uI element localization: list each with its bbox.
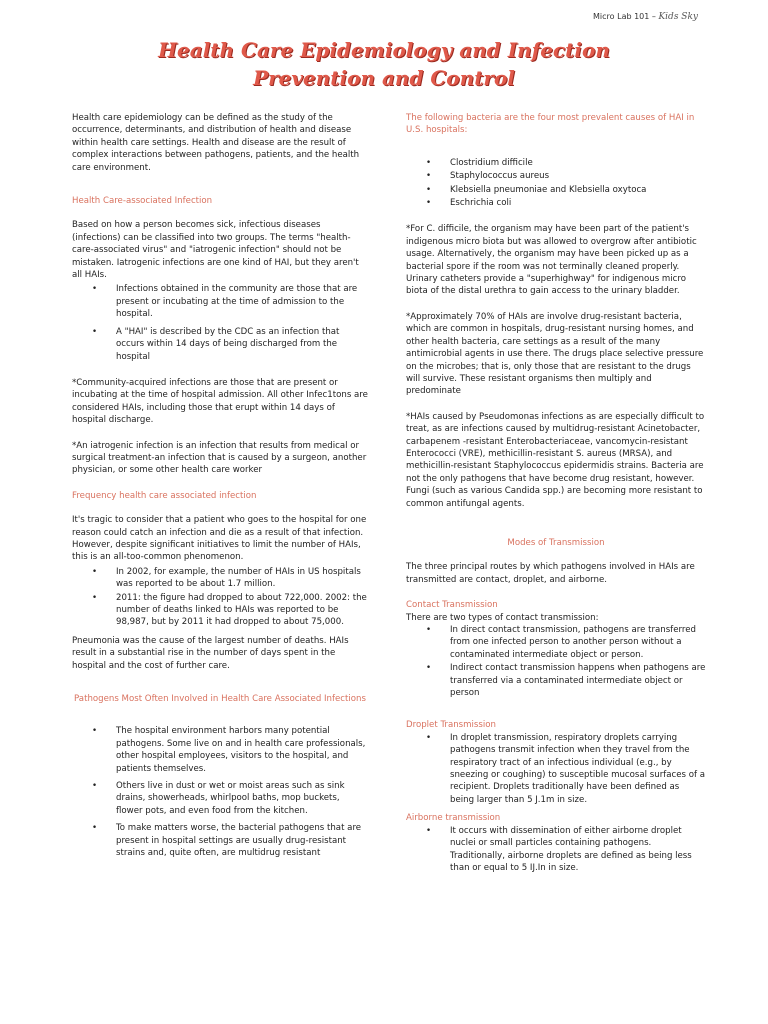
airborne-heading: Airborne transmission: [406, 813, 501, 824]
signature: Kids Sky: [658, 12, 698, 22]
pseudomonas-paragraph: *HAIs caused by Pseudomonas infections as are especially difficult to treat, as are infections caused by multidrug-resistant Acinetobacter, carbapenem -resistant Enterobacteriaceae, vancomycin-resistant Enterococci (VRE), methicillin-resistant S. aureus (MRSA), and methicillin-resistant Staphylococcus epidermidis strains. Bacteria are not the only pathogens that have become drug resistant, however. Fungi (such as various Candida spp.) are becoming more resistant to common antifungal agents.: [406, 411, 705, 509]
list-item: • It occurs with dissemination of either airborne droplet nuclei or small particles containing pathogens. Traditionally, airborne droplets are defined as being less than or equal to 5 IJ.In in size.: [450, 825, 706, 875]
list-item: • Indirect contact transmission happens when pathogens are transferred via a contaminated intermediate object or person: [450, 662, 706, 699]
contact-intro: There are two types of contact transmission:: [406, 612, 599, 623]
list-item: • In direct contact transmission, pathogens are transferred from one infected person to another person without a contaminated intermediate object or person.: [450, 624, 706, 661]
modes-heading: Modes of Transmission: [507, 537, 605, 548]
pneumonia-paragraph: Pneumonia was the cause of the largest number of deaths. HAIs result in a substantial rise in the number of days spent in the hospital and the cost of further care.: [72, 635, 349, 671]
list-item: • Clostridium difficile: [450, 157, 706, 169]
contact-heading: Contact Transmission: [406, 600, 498, 611]
course-label: Micro Lab 101 –: [593, 12, 656, 21]
bacteria-list: [406, 157, 706, 210]
hai-bullet-list: [72, 283, 368, 362]
frequency-paragraph: It's tragic to consider that a patient who goes to the hospital for one reason could catch an infection and die as a result of that infection. However, despite significant initiatives to limit the number of HAIs, this is an all-too-common phenomenon.: [72, 515, 367, 563]
title-line-1: Health Care Epidemiology and Infection: [158, 38, 610, 62]
list-item: • A "HAI" is described by the CDC as an infection that occurs within 14 days of being discharged from the hospital: [116, 326, 368, 363]
intro-paragraph: Health care epidemiology can be defined as the study of the occurrence, determinants, and distribution of health and disease within health care settings. Health and disease are the result of complex interactions between pathogens, patients, and the health care environment.: [72, 113, 360, 173]
hai-heading: Health Care-associated Infection: [72, 196, 213, 207]
drug-resistance-paragraph: *Approximately 70% of HAIs are involve drug-resistant bacteria, which are common in hospitals, drug-resistant nursing homes, and other health bacteria, care settings as a result of the many antimicrobial agents in use there. The drugs place selective pressure on the microbes; that is, only those that are resistant to the drugs will survive. These resistant organisms then multiply and predominate: [406, 311, 704, 397]
airborne-bullet-list: [406, 825, 706, 875]
list-item: • In droplet transmission, respiratory droplets carrying pathogens transmit infection when they travel from the respiratory tract of an infectious individual (e.g., by sneezing or coughing) to susceptible mucosal surfaces of a recipient. Droplets traditionally have been defined as being larger than 5 J.1m in size.: [450, 732, 706, 806]
droplet-bullet-list: [406, 732, 706, 806]
list-item: • 2011: the figure had dropped to about 722,000. 2002: the number of deaths linked to HAIs was reported to be 98,987, but by 2011 it had dropped to about 75,000.: [116, 592, 368, 629]
list-item: • Infections obtained in the community are those that are present or incubating at the time of admission to the hospital.: [116, 283, 368, 320]
hai-paragraph: Based on how a person becomes sick, infectious diseases (infections) can be classified into two groups. The terms "health-care-associated virus" and "iatrogenic infection" should not be mistaken. Iatrogenic infections are one kind of HAI, but they aren't all HAIs.: [72, 220, 359, 281]
list-item: • Klebsiella pneumoniae and Klebsiella oxytoca: [450, 184, 706, 196]
bacteria-heading: The following bacteria are the four most prevalent causes of HAI in U.S. hospitals:: [406, 113, 695, 136]
cdiff-paragraph: *For C. difficile, the organism may have been part of the patient's indigenous micro biota but was allowed to overgrow after antibiotic usage. Alternatively, the organism may have been picked up as a bacterial spore if the room was not terminally cleaned properly. Urinary catheters provide a "superhighway" for indigenous micro biota of the distal urethra to gain access to the urinary bladder.: [406, 224, 697, 297]
list-item: • Staphylococcus aureus: [450, 170, 706, 182]
list-item: • Eschrichia coli: [450, 197, 706, 209]
modes-paragraph: The three principal routes by which pathogens involved in HAIs are transmitted are contact, droplet, and airborne.: [406, 562, 695, 585]
contact-bullet-list: [406, 624, 706, 699]
pathogens-bullet-list: [72, 725, 368, 859]
iatrogenic-paragraph: *An iatrogenic infection is an infection that results from medical or surgical treatment-an infection that is caused by a surgeon, another physician, or some other health care worker: [72, 440, 367, 476]
droplet-heading: Droplet Transmission: [406, 720, 496, 731]
community-paragraph: *Community-acquired infections are those that are present or incubating at the time of hospital admission. All other Infec1tons are considered HAIs, including those that erupt within 14 days of hospital discharge.: [72, 377, 368, 426]
pathogens-heading: Pathogens Most Often Involved in Health Care Associated Infections: [74, 694, 366, 705]
list-item: • The hospital environment harbors many potential pathogens. Some live on and in health care professionals, other hospital employees, visitors to the hospital, and patients themselves.: [116, 725, 368, 775]
left-column: [72, 112, 368, 866]
list-item: • To make matters worse, the bacterial pathogens that are present in hospital settings are usually drug-resistant strains and, quite often, are multidrug resistant: [116, 822, 368, 859]
page-header: [593, 12, 698, 22]
frequency-heading: Frequency health care associated infection: [72, 490, 257, 501]
list-item: • Others live in dust or wet or moist areas such as sink drains, showerheads, whirlpool baths, mop buckets, flower pots, and even food from the kitchen.: [116, 780, 368, 817]
title-line-2: Prevention and Control: [253, 66, 515, 90]
right-column: [406, 112, 706, 880]
list-item: • In 2002, for example, the number of HAIs in US hospitals was reported to be about 1.7 million.: [116, 566, 368, 591]
frequency-bullet-list: [72, 566, 368, 629]
document-title: [0, 36, 768, 92]
